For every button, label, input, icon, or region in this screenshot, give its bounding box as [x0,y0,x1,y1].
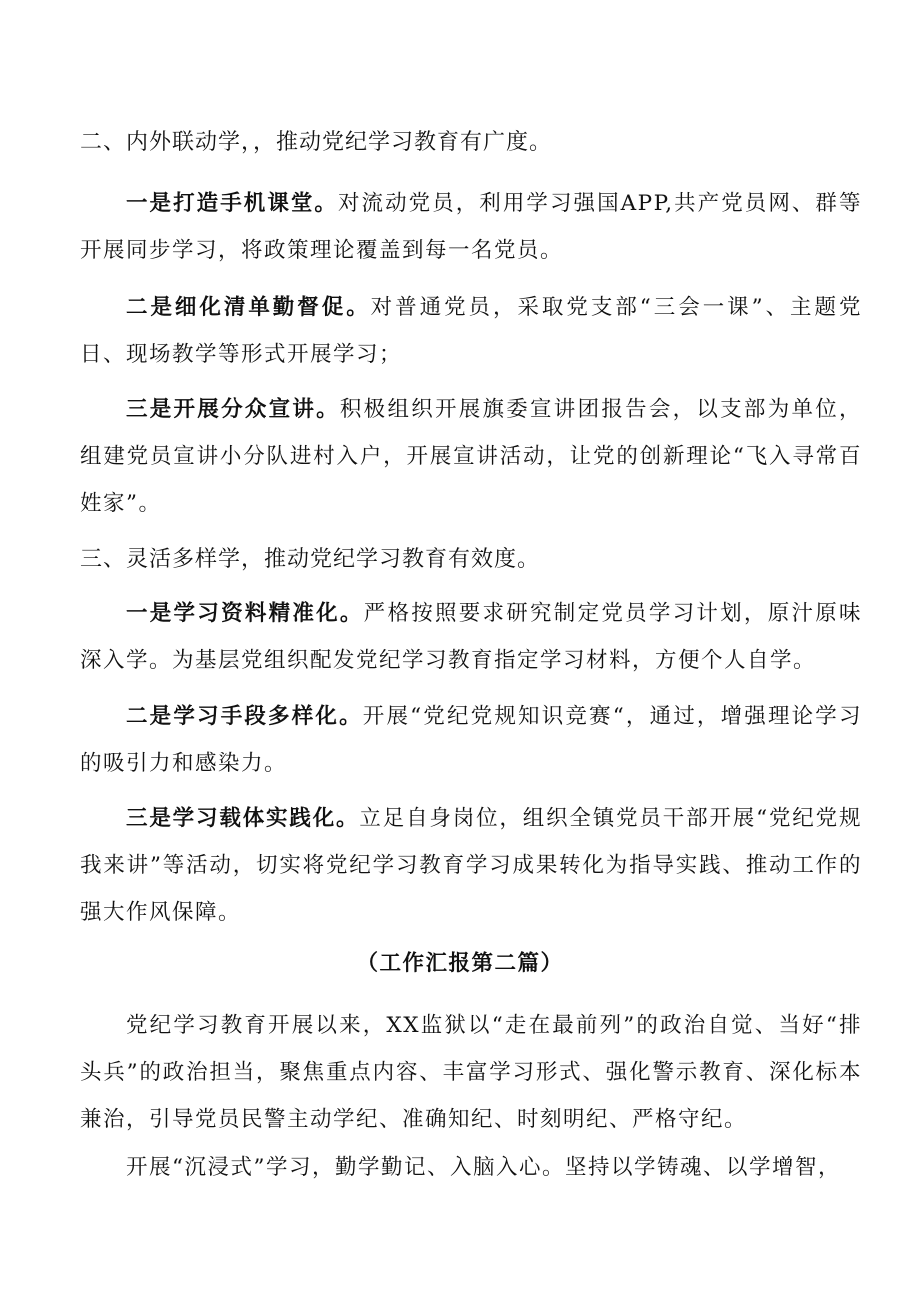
part2-title: （工作汇报第二篇） [356,951,564,976]
item-text: 立足自身岗位，组织全镇党员干部开展“党纪党规我来讲”等活动，切实将党纪学习教育学习成果转化为指导实践、推动工作的强大作风保障。 [80,806,862,925]
part2-paragraph-2: 开展“沉浸式”学习，勤学勤记、入脑入心。坚持以学铸魂、以学增智， [126,1155,841,1180]
item-text: 对流动党员，利用学习强国APP,共产党员网、群等开展同步学习，将政策理论覆盖到每一名党员。 [80,191,862,263]
item-lead: 二是学习手段多样化。 [126,704,363,729]
item-lead: 一是打造手机课堂。 [126,191,338,216]
item-text: 开展“党纪党规知识竞赛“，通过，增强理论学习的吸引力和感染力。 [80,704,862,776]
item-lead: 二是细化清单勤督促。 [126,295,371,320]
section3-item-2 [80,693,862,787]
item-lead: 一是学习资料精准化。 [126,601,364,626]
item-text: 对普通党员，采取党支部“三会一课”、主题党日、现场教学等形式开展学习； [80,295,862,367]
section2-item-3 [80,386,862,527]
section2-item-2 [80,284,862,378]
section2-item-1 [80,180,862,274]
part2-paragraph-1: 党纪学习教育开展以来，XX监狱以“走在最前列”的政治自觉、当好“排头兵”的政治担当，聚焦重点内容、丰富学习形式、强化警示教育、深化标本兼治，引导党员民警主动学纪、准确知纪、时刻明纪、严格守纪。 [80,1013,862,1132]
item-lead: 三是学习载体实践化。 [126,806,360,831]
section3-heading: 三、灵活多样学，推动党纪学习教育有效度。 [80,547,541,572]
section3-item-1 [80,590,862,684]
item-text: 积极组织开展旗委宣讲团报告会，以支部为单位，组建党员宣讲小分队进村入户，开展宣讲活动，让党的创新理论“飞入寻常百姓家”。 [80,397,862,516]
item-text: 严格按照要求研究制定党员学习计划，原汁原味深入学。为基层党组织配发党纪学习教育指定学习材料，方便个人自学。 [80,601,862,673]
item-lead: 三是开展分众宣讲。 [126,397,340,422]
section2-heading: 二、内外联动学，，推动党纪学习教育有广度。 [80,130,553,155]
section3-item-3 [80,795,862,936]
